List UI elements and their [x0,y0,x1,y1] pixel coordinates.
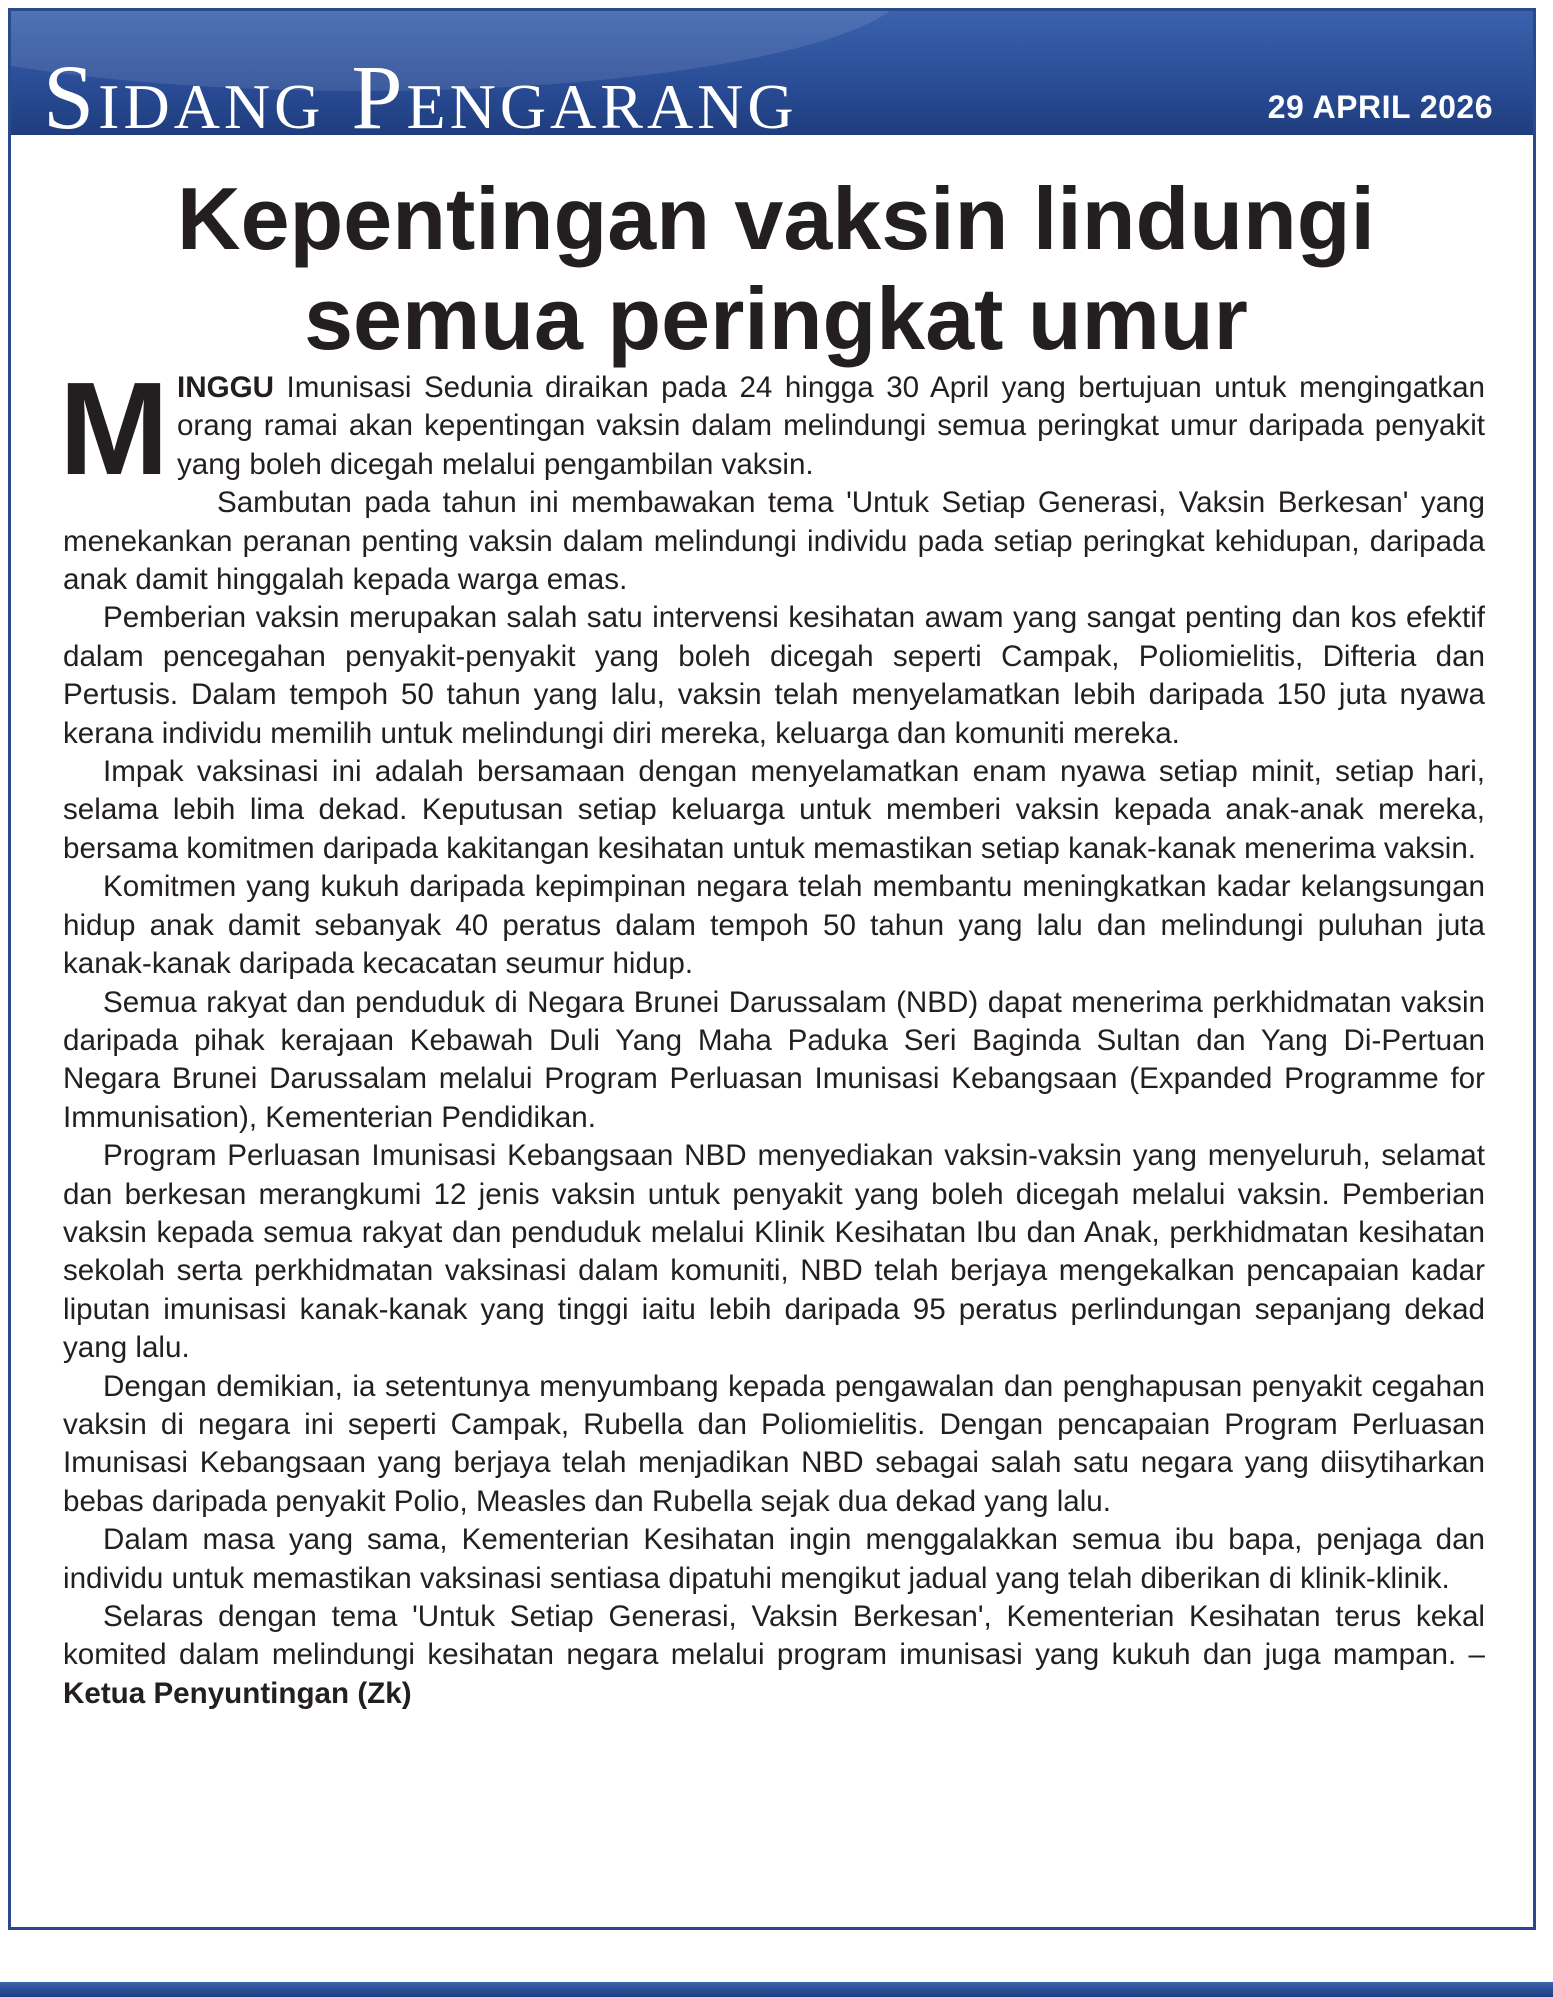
paragraph-6: Semua rakyat dan penduduk di Negara Brunei Darussalam (NBD) dapat menerima perkhidmatan vaksin daripada pihak kerajaan Kebawah Duli Yang Maha Paduka Seri Baginda Sultan dan Yang Di-Pertuan Negara Brunei Darussalam melalui Program Perluasan Imunisasi Kebangsaan (Expanded Programme for Immunisation), Kementerian Pendidikan. [63,985,1485,1134]
publication-date: 29 APRIL 2026 [1267,89,1493,125]
paragraph-1 [59,355,1485,502]
byline: Ketua Penyuntingan (Zk) [63,1676,412,1710]
paragraph-10 [63,1598,1485,1713]
article-headline [51,169,1501,369]
paragraph-1-text: Imunisasi Sedunia diraikan pada 24 hingga 30 April yang bertujuan untuk mengingatkan orang ramai akan kepentingan vaksin dalam melindungi semua peringkat umur daripada penyakit yang boleh dicegah melalui pengambilan vaksin. [176,371,1485,481]
paragraph-10-text: Selaras dengan tema 'Untuk Setiap Generasi, Vaksin Berkesan', Kementerian Kesihatan terus kekal komited dalam melindungi kesihatan negara melalui program imunisasi yang kukuh dan juga mampan. – [63,1600,1485,1672]
footer-bar [0,1982,1553,1997]
headline-line-1: Kepentingan vaksin lindungi [177,169,1375,268]
paragraph-2: Sambutan pada tahun ini membawakan tema 'Untuk Setiap Generasi, Vaksin Berkesan' yang menekankan peranan penting vaksin dalam melindungi individu pada setiap peringkat kehidupan, daripada anak damit hinggalah kepada warga emas. [63,486,1485,597]
paragraph-9: Dalam masa yang sama, Kementerian Kesihatan ingin menggalakkan semua ibu bapa, penjaga dan individu untuk memastikan vaksinasi sentiasa dipatuhi mengikut jadual yang telah diberikan di klinik-klinik. [63,1523,1485,1595]
lead-caps: INGGU [176,371,274,404]
paragraph-8: Dengan demikian, ia setentunya menyumbang kepada pengawalan dan penghapusan penyakit cegahan vaksin di negara ini seperti Campak, Rubella dan Poliomielitis. Dengan pencapaian Program Perluasan Imunisasi Kebangsaan yang berjaya telah menjadikan NBD sebagai salah satu negara yang diisytiharkan bebas daripada penyakit Polio, Measles dan Rubella sejak dua dekad yang lalu. [63,1369,1485,1518]
article-body [59,355,1485,1713]
section-title: Sidang Pengarang [43,46,798,135]
drop-cap: M [59,355,169,502]
masthead-banner [11,11,1533,135]
paragraph-5: Komitmen yang kukuh daripada kepimpinan negara telah membantu meningkatkan kadar kelangsungan hidup anak damit sebanyak 40 peratus dalam tempoh 50 tahun yang lalu dan melindungi puluhan juta kanak-kanak daripada kecacatan seumur hidup. [63,870,1485,981]
headline-line-2: semua peringkat umur [304,269,1248,368]
paragraph-4: Impak vaksinasi ini adalah bersamaan dengan menyelamatkan enam nyawa setiap minit, setiap hari, selama lebih lima dekad. Keputusan setiap keluarga untuk memberi vaksin kepada anak-anak mereka, bersama komitmen daripada kakitangan kesihatan untuk memastikan setiap kanak-kanak menerima vaksin. [63,755,1485,865]
editorial-frame [8,8,1536,1930]
paragraph-3: Pemberian vaksin merupakan salah satu intervensi kesihatan awam yang sangat penting dan kos efektif dalam pencegahan penyakit-penyakit yang boleh dicegah seperti Campak, Poliomielitis, Difteria dan Pertusis. Dalam tempoh 50 tahun yang lalu, vaksin telah menyelamatkan lebih daripada 150 juta nyawa kerana individu memilih untuk melindungi diri mereka, keluarga dan komuniti mereka. [63,601,1485,750]
paragraph-7: Program Perluasan Imunisasi Kebangsaan NBD menyediakan vaksin-vaksin yang menyeluruh, selamat dan berkesan merangkumi 12 jenis vaksin untuk penyakit yang boleh dicegah melalui vaksin. Pemberian vaksin kepada semua rakyat dan penduduk melalui Klinik Kesihatan Ibu dan Anak, perkhidmatan kesihatan sekolah serta perkhidmatan vaksinasi dalam komuniti, NBD telah berjaya mengekalkan pencapaian kadar liputan imunisasi kanak-kanak yang tinggi iaitu lebih daripada 95 peratus perlindungan sepanjang dekad yang lalu. [63,1139,1485,1365]
